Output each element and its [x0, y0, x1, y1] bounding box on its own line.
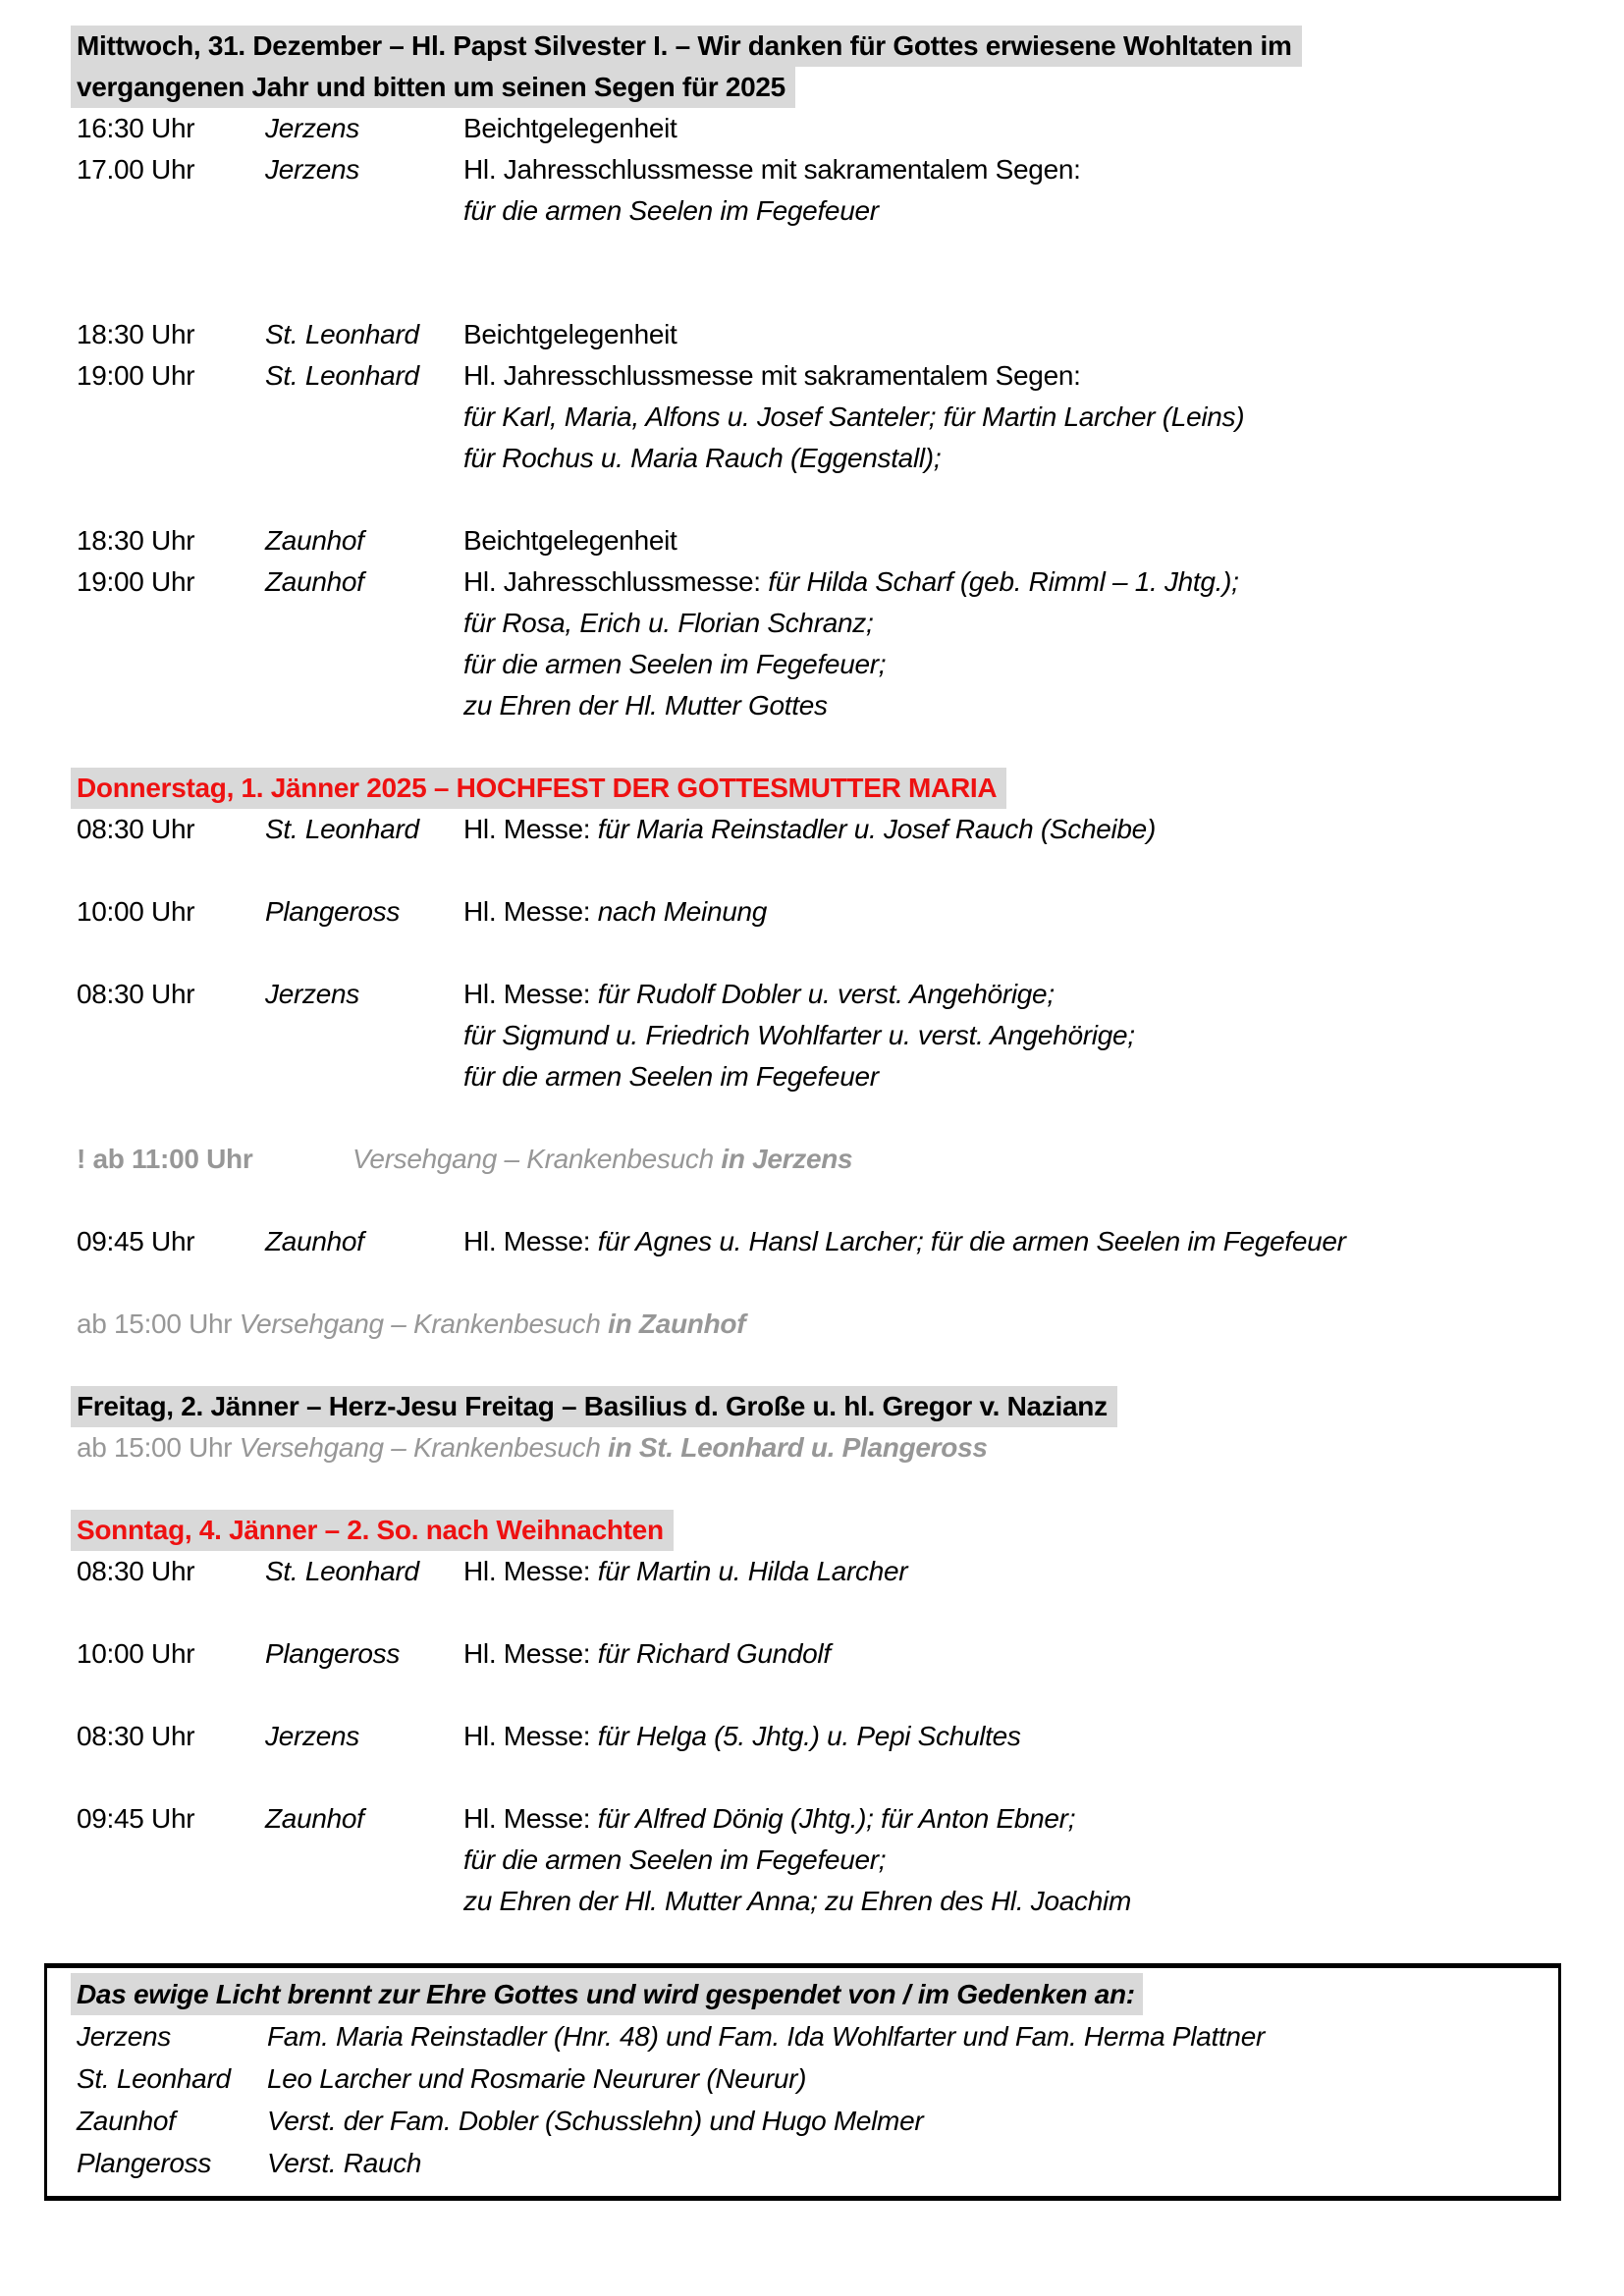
- service-text: Hl. Messe:: [463, 1556, 598, 1586]
- description-cell: [463, 603, 1571, 644]
- service-text: ab 15:00 Uhr: [77, 1308, 240, 1339]
- continuation-row: [77, 1056, 1571, 1097]
- time-cell: 09:45 Uhr: [77, 1226, 195, 1256]
- service-row: [77, 314, 1571, 355]
- row-spacer: [77, 1345, 1571, 1386]
- service-row: [77, 149, 1571, 190]
- description-cell: [463, 190, 1571, 232]
- description-cell: [463, 1056, 1571, 1097]
- time-cell: [77, 644, 265, 685]
- location-cell: Zaunhof: [265, 566, 364, 597]
- versehgang-text: [352, 1139, 1571, 1180]
- intention-text: für Hilda Scharf (geb. Rimml – 1. Jhtg.);: [768, 566, 1239, 597]
- time-cell: [77, 397, 265, 438]
- donor-text: Leo Larcher und Rosmarie Neururer (Neurur): [267, 2063, 807, 2094]
- location-cell: [265, 190, 463, 232]
- intention-text: für die armen Seelen im Fegefeuer;: [463, 1844, 887, 1875]
- day-header-line: [77, 1386, 1571, 1427]
- donor-text: Verst. Rauch: [267, 2148, 422, 2178]
- intention-text: für Rochus u. Maria Rauch (Eggenstall);: [463, 443, 942, 473]
- location-cell: [265, 1056, 463, 1097]
- intention-text: für Karl, Maria, Alfons u. Josef Santeler; für Martin Larcher (Leins): [463, 401, 1245, 432]
- day-header-text: Mittwoch, 31. Dezember – Hl. Papst Silvester I. – Wir danken für Gottes erwiesene Wohltaten im: [71, 26, 1302, 67]
- intention-text: für Helga (5. Jhtg.) u. Pepi Schultes: [597, 1721, 1021, 1751]
- service-text: Hl. Jahresschlussmesse mit sakramentalem Segen:: [463, 360, 1081, 391]
- time-cell: 10:00 Uhr: [77, 1638, 195, 1669]
- eternal-light-box: [44, 1963, 1561, 2201]
- day-header: [77, 768, 1571, 809]
- eternal-light-row: [77, 2100, 1539, 2142]
- service-row: [77, 1221, 1571, 1262]
- description-cell: [463, 520, 1571, 561]
- description-cell: [463, 314, 1571, 355]
- description-cell: [463, 108, 1571, 149]
- service-text: Beichtgelegenheit: [463, 319, 677, 349]
- intention-text: für die armen Seelen im Fegefeuer: [463, 195, 879, 226]
- service-row: [77, 1633, 1571, 1675]
- eternal-light-row: [77, 2142, 1539, 2184]
- service-text: Beichtgelegenheit: [463, 113, 677, 143]
- versehgang-time-label: ! ab 11:00 Uhr: [77, 1144, 253, 1174]
- day-header-text: Donnerstag, 1. Jänner 2025 – HOCHFEST DER GOTTESMUTTER MARIA: [71, 768, 1006, 809]
- intention-text: für die armen Seelen im Fegefeuer;: [463, 649, 887, 679]
- intention-text: in Zaunhof: [608, 1308, 746, 1339]
- day-header: [77, 26, 1571, 108]
- location-cell: Plangeross: [265, 1638, 401, 1669]
- service-text: Hl. Messe:: [463, 1226, 598, 1256]
- location-cell: [265, 603, 463, 644]
- continuation-row: [77, 438, 1571, 479]
- intention-text: in Jerzens: [721, 1144, 853, 1174]
- day-header-line: [77, 67, 1571, 108]
- service-row: [77, 1716, 1571, 1757]
- intention-text: für Rosa, Erich u. Florian Schranz;: [463, 608, 874, 638]
- description-cell: [463, 685, 1571, 726]
- day-section-mittwoch-31-dezember: [77, 26, 1571, 768]
- row-spacer: [77, 1592, 1571, 1633]
- service-text: Beichtgelegenheit: [463, 525, 677, 556]
- day-header: [77, 1386, 1571, 1427]
- continuation-row: [77, 685, 1571, 726]
- location-cell: [265, 438, 463, 479]
- location-cell: Zaunhof: [265, 1226, 364, 1256]
- location-cell: Zaunhof: [265, 1803, 364, 1834]
- intention-text: für die armen Seelen im Fegefeuer: [463, 1061, 879, 1092]
- day-header-text: vergangenen Jahr und bitten um seinen Segen für 2025: [71, 67, 795, 108]
- description-cell: [463, 809, 1571, 850]
- intention-text: Versehgang – Krankenbesuch: [352, 1144, 722, 1174]
- location-cell: Zaunhof: [265, 525, 364, 556]
- service-row: [77, 891, 1571, 933]
- service-text: Hl. Messe:: [463, 1803, 598, 1834]
- location-cell: St. Leonhard: [265, 319, 419, 349]
- time-cell: [77, 1056, 265, 1097]
- eternal-light-row: [77, 2057, 1539, 2100]
- description-cell: [463, 891, 1571, 933]
- row-spacer: [77, 1675, 1571, 1716]
- eternal-light-title-text: Das ewige Licht brennt zur Ehre Gottes und wird gespendet von / im Gedenken an:: [71, 1973, 1143, 2015]
- time-cell: 18:30 Uhr: [77, 525, 195, 556]
- day-header-text: Freitag, 2. Jänner – Herz-Jesu Freitag – Basilius d. Große u. hl. Gregor v. Nazianz: [71, 1386, 1117, 1427]
- continuation-row: [77, 1840, 1571, 1881]
- location-cell: Plangeross: [265, 896, 401, 927]
- description-cell: [463, 149, 1571, 190]
- time-cell: 17.00 Uhr: [77, 154, 195, 185]
- mass-schedule: [77, 26, 1571, 1963]
- location-cell: Plangeross: [77, 2148, 212, 2178]
- description-cell: [463, 974, 1571, 1015]
- description-cell: [463, 397, 1571, 438]
- service-text: Hl. Messe:: [463, 896, 598, 927]
- description-cell: [463, 1633, 1571, 1675]
- description-cell: [463, 1798, 1571, 1840]
- intention-text: zu Ehren der Hl. Mutter Gottes: [463, 690, 828, 721]
- service-row: [77, 1798, 1571, 1840]
- service-text: Hl. Messe:: [463, 979, 598, 1009]
- day-header-line: [77, 26, 1571, 67]
- time-cell: [77, 1881, 265, 1922]
- day-header-line: [77, 1510, 1571, 1551]
- service-row: [77, 355, 1571, 397]
- service-row: [77, 1551, 1571, 1592]
- versehgang-row: [77, 1427, 1571, 1468]
- location-cell: Jerzens: [265, 1721, 359, 1751]
- location-cell: St. Leonhard: [265, 1556, 419, 1586]
- time-cell: 19:00 Uhr: [77, 360, 195, 391]
- versehgang-row: [77, 1139, 1571, 1180]
- time-cell: [77, 685, 265, 726]
- continuation-row: [77, 1015, 1571, 1056]
- intention-text: Versehgang – Krankenbesuch: [239, 1308, 609, 1339]
- description-cell: [463, 355, 1571, 397]
- continuation-row: [77, 190, 1571, 232]
- location-cell: [265, 644, 463, 685]
- time-cell: 16:30 Uhr: [77, 113, 195, 143]
- time-cell: [77, 438, 265, 479]
- eternal-light-title: [77, 1973, 1539, 2015]
- service-text: Hl. Jahresschlussmesse mit sakramentalem Segen:: [463, 154, 1081, 185]
- service-text: Hl. Messe:: [463, 1638, 598, 1669]
- row-spacer: [77, 1757, 1571, 1798]
- time-cell: [77, 190, 265, 232]
- location-cell: [265, 397, 463, 438]
- day-section-sonntag-4-jaenner: [77, 1510, 1571, 1963]
- service-row: [77, 520, 1571, 561]
- continuation-row: [77, 397, 1571, 438]
- location-cell: St. Leonhard: [77, 2063, 231, 2094]
- time-cell: [77, 1015, 265, 1056]
- description-cell: [463, 438, 1571, 479]
- row-spacer: [77, 1097, 1571, 1139]
- description-cell: [463, 644, 1571, 685]
- row-spacer: [77, 479, 1571, 520]
- location-cell: Jerzens: [265, 154, 359, 185]
- description-cell: [463, 1716, 1571, 1757]
- description-cell: [463, 1015, 1571, 1056]
- time-cell: 09:45 Uhr: [77, 1803, 195, 1834]
- location-cell: [265, 685, 463, 726]
- service-row: [77, 974, 1571, 1015]
- intention-text: in St. Leonhard u. Plangeross: [608, 1432, 988, 1463]
- time-cell: 08:30 Uhr: [77, 979, 195, 1009]
- intention-text: für Alfred Dönig (Jhtg.); für Anton Ebner;: [597, 1803, 1076, 1834]
- intention-text: für Sigmund u. Friedrich Wohlfarter u. verst. Angehörige;: [463, 1020, 1135, 1050]
- day-header-text: Sonntag, 4. Jänner – 2. So. nach Weihnachten: [71, 1510, 674, 1551]
- intention-text: für Martin u. Hilda Larcher: [597, 1556, 908, 1586]
- row-spacer: [77, 232, 1571, 314]
- time-cell: 08:30 Uhr: [77, 814, 195, 844]
- row-spacer: [77, 1468, 1571, 1510]
- time-cell: [77, 603, 265, 644]
- day-section-freitag-2-jaenner: [77, 1386, 1571, 1510]
- time-cell: 08:30 Uhr: [77, 1721, 195, 1751]
- service-text: Hl. Messe:: [463, 814, 598, 844]
- intention-text: zu Ehren der Hl. Mutter Anna; zu Ehren des Hl. Joachim: [463, 1886, 1131, 1916]
- intention-text: für Agnes u. Hansl Larcher; für die armen Seelen im Fegefeuer: [597, 1226, 1346, 1256]
- service-text: Hl. Messe:: [463, 1721, 598, 1751]
- row-spacer: [77, 1922, 1571, 1963]
- intention-text: nach Meinung: [597, 896, 768, 927]
- description-cell: [463, 1840, 1571, 1881]
- time-cell: 18:30 Uhr: [77, 319, 195, 349]
- eternal-light-entries: [77, 2015, 1539, 2184]
- day-header-line: [77, 768, 1571, 809]
- location-cell: Zaunhof: [77, 2106, 176, 2136]
- versehgang-row: [77, 1304, 1571, 1345]
- row-spacer: [77, 933, 1571, 974]
- day-section-donnerstag-1-jaenner: [77, 768, 1571, 1386]
- location-cell: Jerzens: [265, 979, 359, 1009]
- continuation-row: [77, 603, 1571, 644]
- donor-text: Verst. der Fam. Dobler (Schusslehn) und Hugo Melmer: [267, 2106, 924, 2136]
- intention-text: für Maria Reinstadler u. Josef Rauch (Scheibe): [597, 814, 1156, 844]
- service-text: Hl. Jahresschlussmesse:: [463, 566, 769, 597]
- continuation-row: [77, 1881, 1571, 1922]
- location-cell: [265, 1881, 463, 1922]
- continuation-row: [77, 644, 1571, 685]
- donor-text: Fam. Maria Reinstadler (Hnr. 48) und Fam. Ida Wohlfarter und Fam. Herma Plattner: [267, 2021, 1265, 2052]
- description-cell: [463, 561, 1571, 603]
- service-text: ab 15:00 Uhr: [77, 1432, 240, 1463]
- intention-text: für Rudolf Dobler u. verst. Angehörige;: [597, 979, 1055, 1009]
- row-spacer: [77, 726, 1571, 768]
- description-cell: [463, 1551, 1571, 1592]
- row-spacer: [77, 850, 1571, 891]
- location-cell: Jerzens: [77, 2021, 171, 2052]
- row-spacer: [77, 1262, 1571, 1304]
- intention-text: Versehgang – Krankenbesuch: [239, 1432, 609, 1463]
- intention-text: für Richard Gundolf: [597, 1638, 831, 1669]
- time-cell: 10:00 Uhr: [77, 896, 195, 927]
- time-cell: 19:00 Uhr: [77, 566, 195, 597]
- location-cell: [265, 1015, 463, 1056]
- location-cell: St. Leonhard: [265, 360, 419, 391]
- location-cell: [265, 1840, 463, 1881]
- service-row: [77, 108, 1571, 149]
- time-cell: 08:30 Uhr: [77, 1556, 195, 1586]
- eternal-light-row: [77, 2015, 1539, 2057]
- description-cell: [463, 1221, 1571, 1262]
- time-cell: [77, 1840, 265, 1881]
- location-cell: St. Leonhard: [265, 814, 419, 844]
- description-cell: [463, 1881, 1571, 1922]
- location-cell: Jerzens: [265, 113, 359, 143]
- service-row: [77, 809, 1571, 850]
- day-header: [77, 1510, 1571, 1551]
- service-row: [77, 561, 1571, 603]
- row-spacer: [77, 1180, 1571, 1221]
